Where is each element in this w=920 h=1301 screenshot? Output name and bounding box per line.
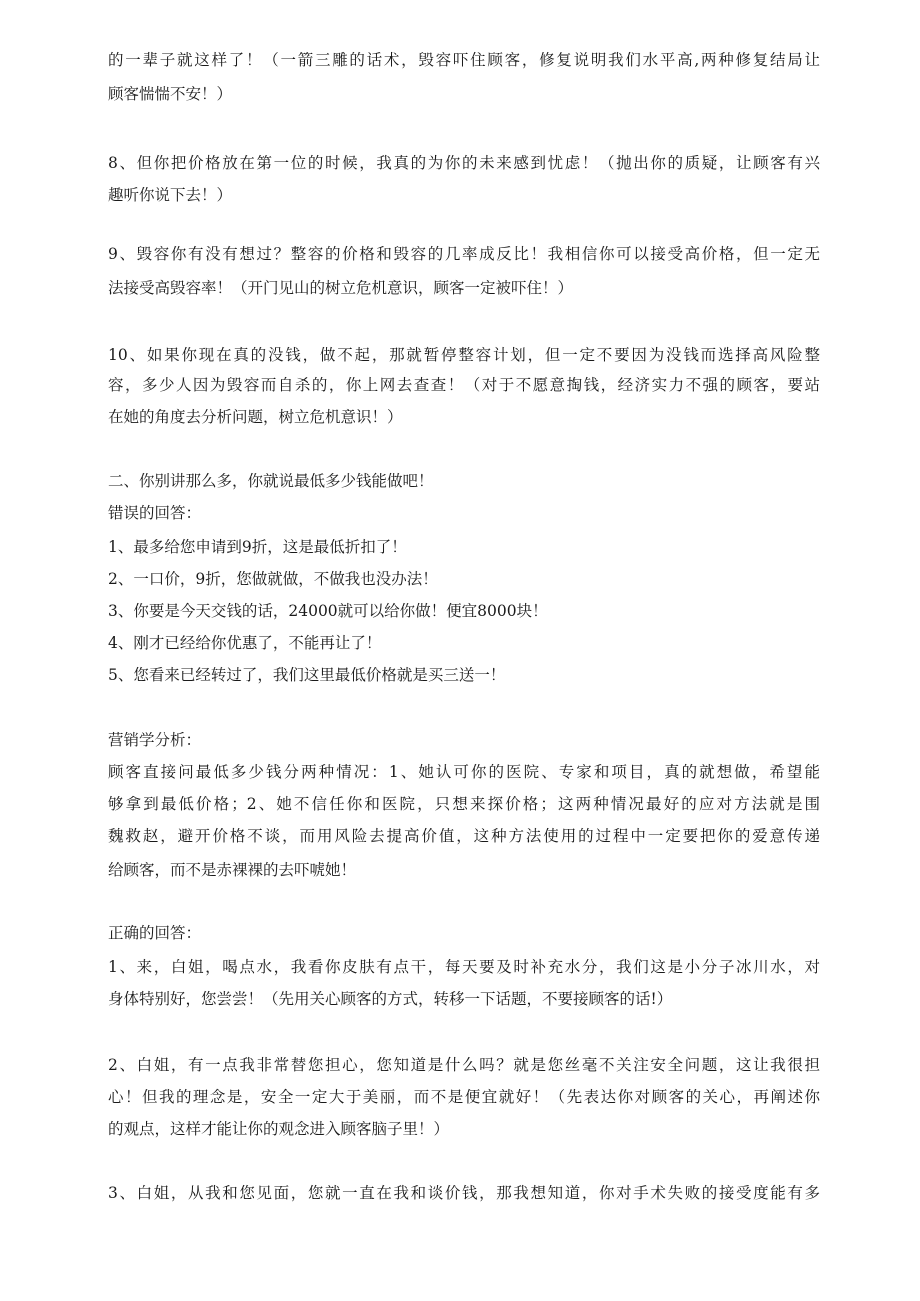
section-heading: 二、你别讲那么多，你就说最低多少钱能做吧！ [108, 472, 434, 490]
text-line: 1、来，白姐，喝点水，我看你皮肤有点干，每天要及时补充水分，我们这是小分子冰川水，对 [108, 958, 820, 976]
text-line: 错误的回答： [108, 504, 202, 522]
text-line: 身体特别好，您尝尝！（先用关心顾客的方式，转移一下话题，不要接顾客的话!） [108, 990, 673, 1008]
text-line: 10、如果你现在真的没钱，做不起，那就暂停整容计划，但一定不要因为没钱而选择高风险整 [108, 346, 820, 364]
text-line: 容，多少人因为毁容而自杀的，你上网去查查！（对于不愿意掏钱，经济实力不强的顾客，要站 [108, 376, 820, 394]
text-line: 给顾客，而不是赤裸裸的去吓唬她！ [108, 861, 357, 879]
text-line: 法接受高毁容率！（开门见山的树立危机意识，顾客一定被吓住！） [108, 279, 574, 297]
text-line: 顾客惴惴不安！） [108, 85, 233, 103]
text-line: 在她的角度去分析问题，树立危机意识！） [108, 408, 403, 426]
list-item: 2、一口价，9折，您做就做，不做我也没办法！ [108, 570, 438, 588]
list-item: 4、刚才已经给你优惠了，不能再让了！ [108, 634, 382, 652]
list-item: 1、最多给您申请到9折，这是最低折扣了！ [108, 538, 407, 556]
list-item: 3、你要是今天交钱的话，24000就可以给你做！便宜8000块！ [108, 602, 548, 620]
text-line: 正确的回答： [108, 924, 202, 942]
text-line: 8、但你把价格放在第一位的时候，我真的为你的未来感到忧虑！（抛出你的质疑，让顾客有兴 [108, 154, 820, 172]
text-line: 顾客直接问最低多少钱分两种情况：1、她认可你的医院、专家和项目，真的就想做，希望能 [108, 763, 820, 781]
text-line: 心！但我的理念是，安全一定大于美丽，而不是便宜就好！（先表达你对顾客的关心，再阐述你 [108, 1088, 820, 1106]
text-line: 3、白姐，从我和您见面，您就一直在我和谈价钱，那我想知道，你对手术失败的接受度能有多 [108, 1184, 820, 1202]
text-line: 2、白姐，有一点我非常替您担心，您知道是什么吗？就是您丝毫不关注安全问题，这让我很担 [108, 1056, 820, 1074]
text-line: 营销学分析： [108, 731, 202, 749]
text-line: 的一辈子就这样了！（一箭三雕的话术，毁容吓住顾客，修复说明我们水平高,两种修复结局让 [108, 51, 820, 69]
text-line: 趣听你说下去！） [108, 186, 233, 204]
text-line: 够拿到最低价格；2、她不信任你和医院，只想来探价格；这两种情况最好的应对方法就是围 [108, 795, 820, 813]
list-item: 5、您看来已经转过了，我们这里最低价格就是买三送一！ [108, 666, 506, 684]
text-line: 魏救赵，避开价格不谈，而用风险去提高价值，这种方法使用的过程中一定要把你的爱意传递 [108, 827, 820, 845]
text-line: 9、毁容你有没有想过？整容的价格和毁容的几率成反比！我相信你可以接受高价格，但一定无 [108, 245, 820, 263]
text-line: 的观点，这样才能让你的观念进入顾客脑子里！） [108, 1120, 450, 1138]
